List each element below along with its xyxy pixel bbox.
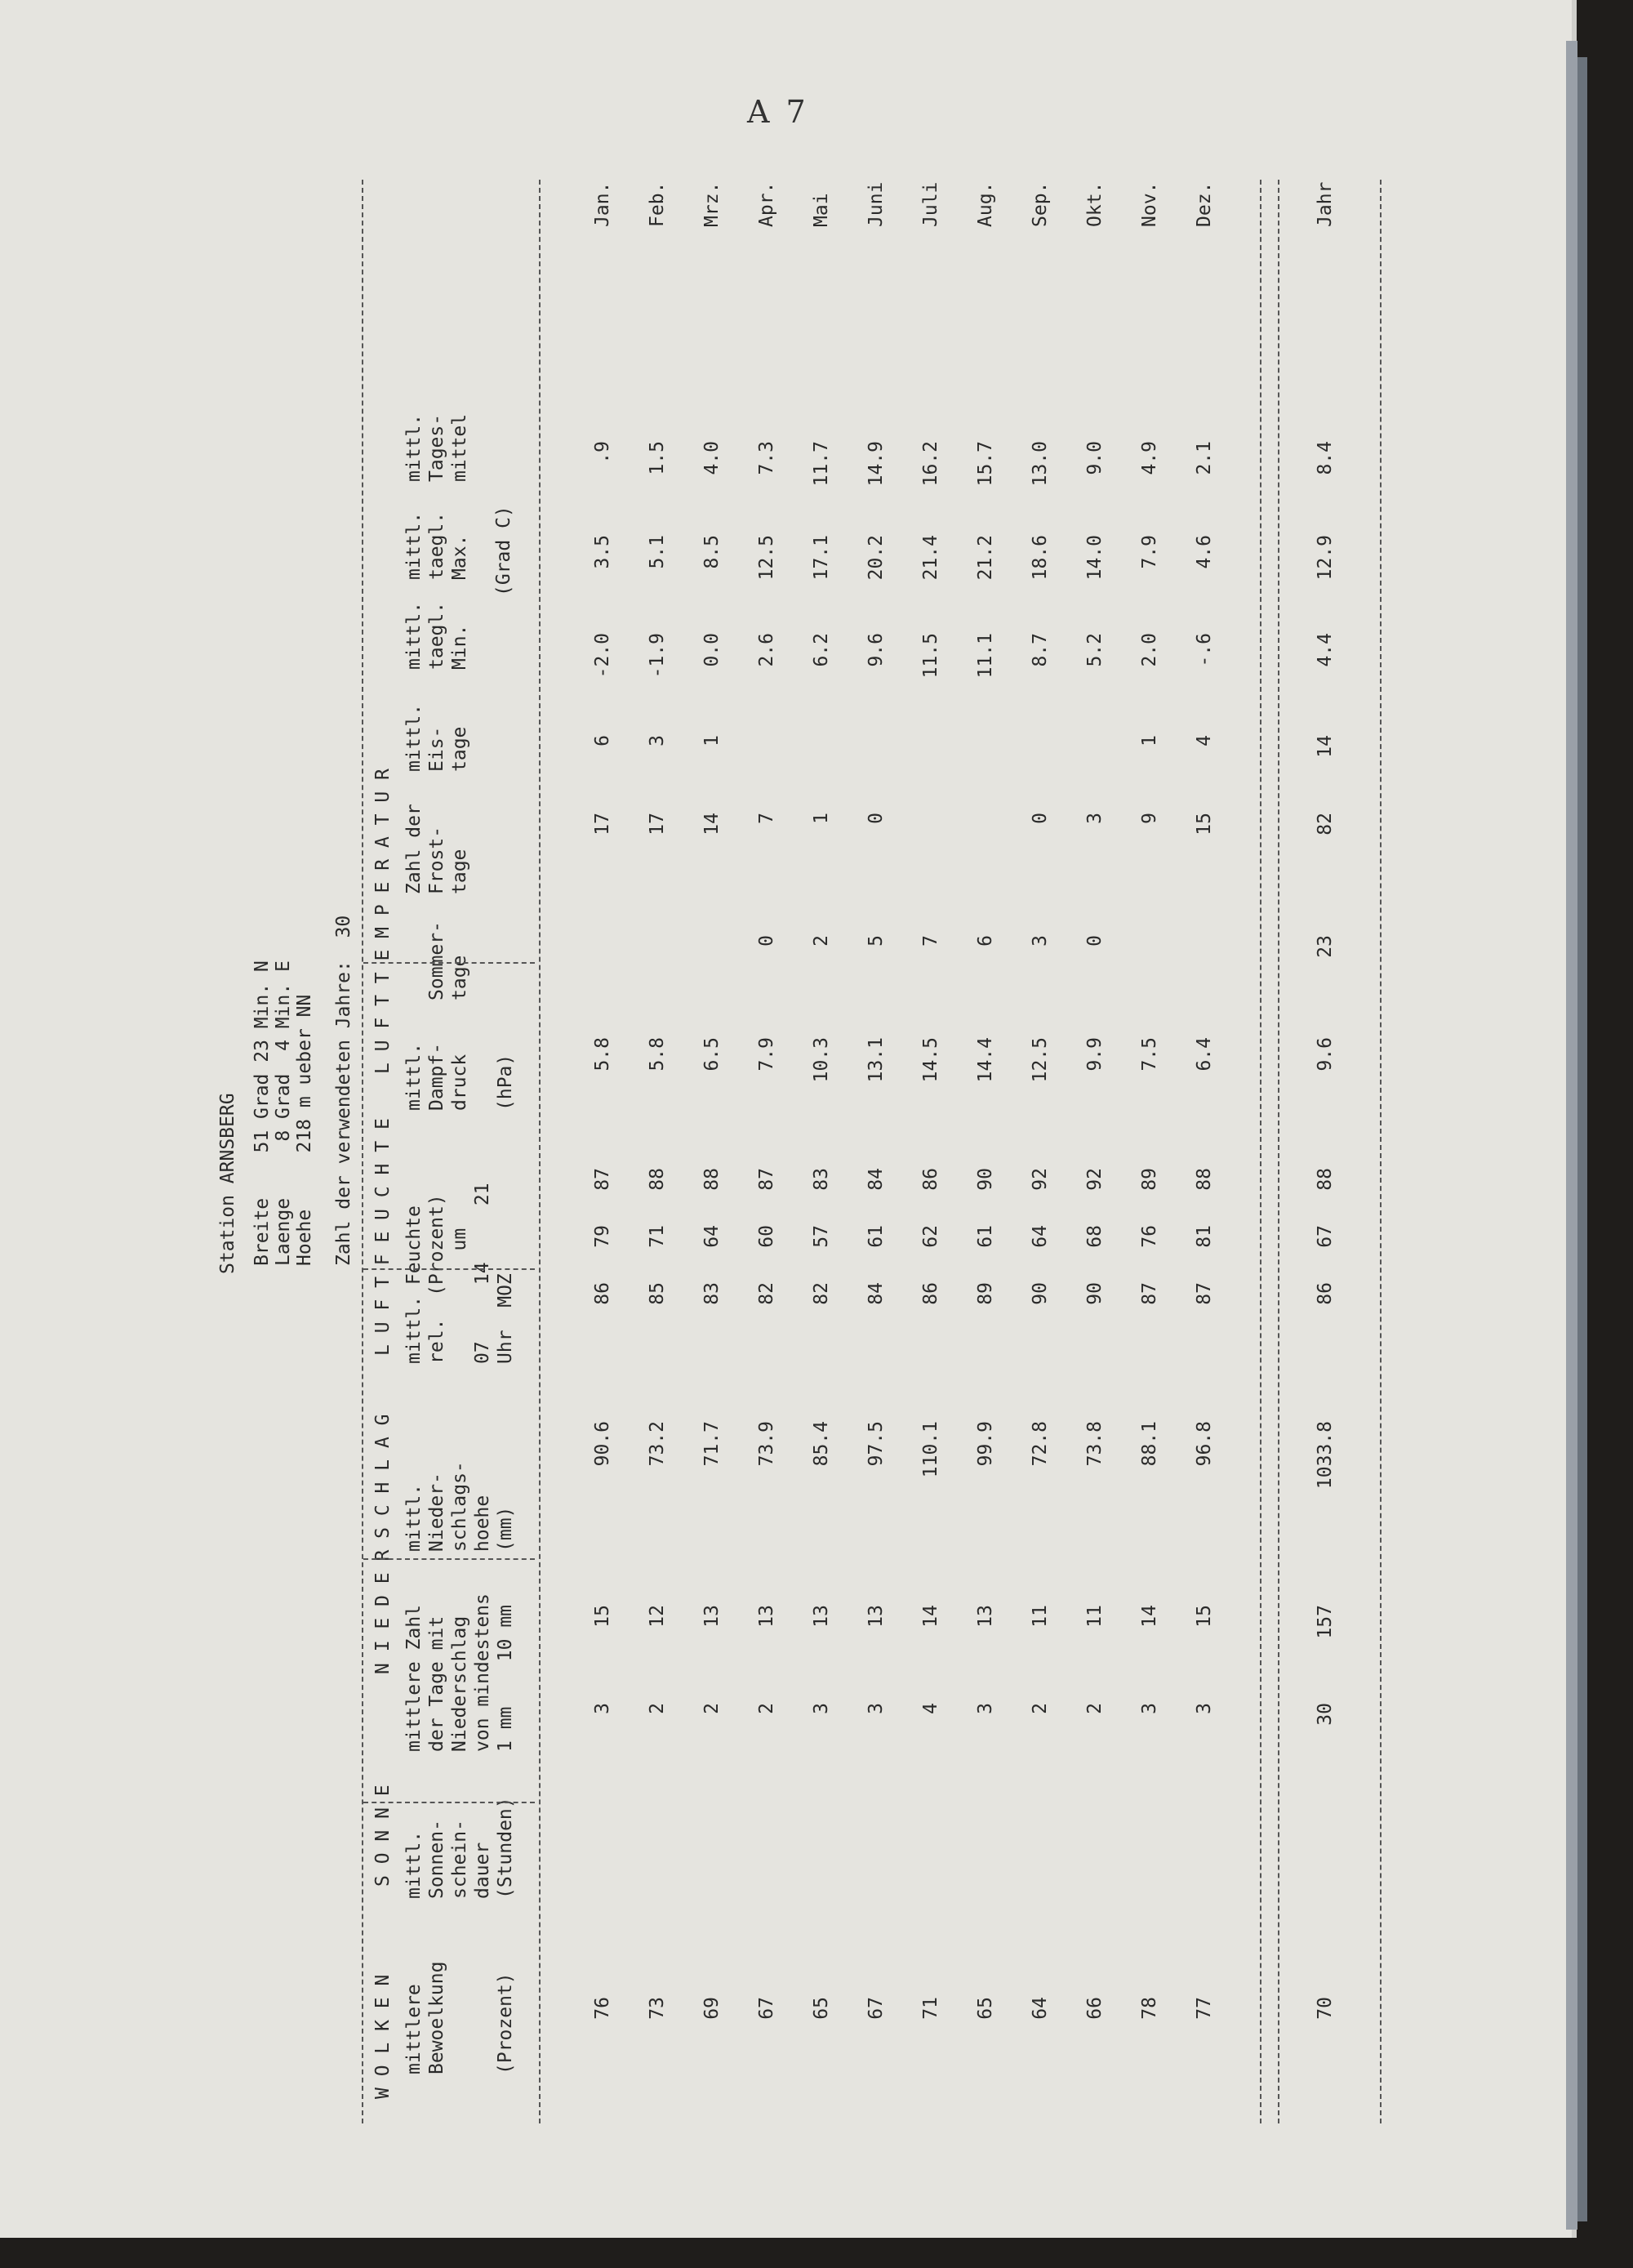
row-7-mean: 15.7 (975, 441, 996, 487)
row-3-nied: 73.9 (756, 1421, 777, 1467)
row-10-max: 7.9 (1139, 535, 1160, 569)
row-total-month: Jahr (1315, 181, 1336, 227)
row-8-n1: 11 (1030, 1605, 1051, 1628)
row-5-mean: 14.9 (865, 441, 887, 487)
row-9-wolken: 66 (1084, 1997, 1106, 2020)
row-11-frost: 15 (1194, 813, 1215, 835)
header-max: mittl. taegl. Max. (403, 511, 470, 580)
row-3-f07: 87 (756, 1168, 777, 1191)
row-3-n1: 13 (756, 1605, 777, 1628)
divider-bottom (1380, 180, 1382, 2123)
row-4-n1: 13 (811, 1605, 832, 1628)
row-7-f07: 90 (975, 1168, 996, 1191)
row-5-f14: 61 (865, 1225, 887, 1248)
row-0-mean: .9 (592, 441, 613, 464)
row-7-min: 11.1 (975, 633, 996, 679)
row-11-f14: 81 (1194, 1225, 1215, 1248)
row-11-n1: 15 (1194, 1605, 1215, 1628)
row-5-min: 9.6 (865, 633, 887, 667)
row-5-f21: 84 (865, 1282, 887, 1305)
row-5-max: 20.2 (865, 535, 887, 581)
station-title: Station ARNSBERG (217, 1093, 238, 1274)
row-11-eis: 4 (1194, 735, 1215, 746)
separator-temp-humidity (363, 962, 535, 964)
row-3-min: 2.6 (756, 633, 777, 667)
row-1-n10: 2 (647, 1703, 668, 1714)
row-8-sommer: 3 (1030, 935, 1051, 947)
station-longitude: Laenge 8 Grad 4 Min. E (273, 960, 294, 1266)
row-1-wolken: 73 (647, 1997, 668, 2020)
row-8-month: Sep. (1030, 181, 1051, 227)
row-total-wolken: 70 (1315, 1997, 1336, 2020)
header-eistage: mittl. Eis- tage (403, 703, 470, 772)
row-6-n10: 4 (920, 1703, 941, 1714)
row-6-month: Juli (920, 181, 941, 227)
row-9-min: 5.2 (1084, 633, 1106, 667)
row-9-max: 14.0 (1084, 535, 1106, 581)
row-9-n1: 11 (1084, 1605, 1106, 1628)
row-0-dampf: 5.8 (592, 1037, 613, 1072)
row-10-nied: 88.1 (1139, 1421, 1160, 1467)
header-tage-niederschlag: mittlere Zahl der Tage mit Niederschlag von mindestens 1 mm 10 mm (403, 1593, 516, 1752)
row-4-max: 17.1 (811, 535, 832, 581)
row-4-wolken: 65 (811, 1997, 832, 2020)
row-10-frost: 9 (1139, 813, 1160, 824)
row-1-nied: 73.2 (647, 1421, 668, 1467)
row-2-frost: 14 (701, 813, 723, 835)
divider-total-top (1260, 180, 1261, 2123)
row-8-dampf: 12.5 (1030, 1037, 1051, 1083)
station-latitude: Breite 51 Grad 23 Min. N (251, 960, 273, 1266)
row-5-n10: 3 (865, 1703, 887, 1714)
row-2-n1: 13 (701, 1605, 723, 1628)
row-0-eis: 6 (592, 735, 613, 746)
row-1-dampf: 5.8 (647, 1037, 668, 1072)
row-7-dampf: 14.4 (975, 1037, 996, 1083)
row-3-month: Apr. (756, 181, 777, 227)
row-4-f07: 83 (811, 1168, 832, 1191)
header-tagesmittel: mittl. Tages- mittel (403, 413, 470, 482)
row-0-f07: 87 (592, 1168, 613, 1191)
header-min: mittl. taegl. Min. (403, 601, 470, 670)
row-total-n1: 157 (1315, 1605, 1336, 1639)
row-2-wolken: 69 (701, 1997, 723, 2020)
row-2-f07: 88 (701, 1168, 723, 1191)
row-total-max: 12.9 (1315, 535, 1336, 581)
group-wolken: W O L K E N (372, 1974, 394, 2099)
row-7-f14: 61 (975, 1225, 996, 1248)
row-total-mean: 8.4 (1315, 441, 1336, 475)
row-0-f14: 79 (592, 1225, 613, 1248)
row-1-eis: 3 (647, 735, 668, 746)
row-total-dampf: 9.6 (1315, 1037, 1336, 1072)
row-total-f14: 67 (1315, 1225, 1336, 1248)
row-6-dampf: 14.5 (920, 1037, 941, 1083)
row-1-f07: 88 (647, 1168, 668, 1191)
row-1-f21: 85 (647, 1282, 668, 1305)
row-6-nied: 110.1 (920, 1421, 941, 1478)
row-5-frost: 0 (865, 813, 887, 824)
row-5-wolken: 67 (865, 1997, 887, 2020)
row-10-wolken: 78 (1139, 1997, 1160, 2020)
row-3-f14: 60 (756, 1225, 777, 1248)
row-8-f21: 90 (1030, 1282, 1051, 1305)
row-4-sommer: 2 (811, 935, 832, 947)
row-3-sommer: 0 (756, 935, 777, 947)
row-3-frost: 7 (756, 813, 777, 824)
row-0-n1: 15 (592, 1605, 613, 1628)
row-9-frost: 3 (1084, 813, 1106, 824)
group-sonne: S O N N E (372, 1785, 394, 1887)
row-10-n1: 14 (1139, 1605, 1160, 1628)
row-total-f21: 86 (1315, 1282, 1336, 1305)
divider-top (362, 180, 363, 2123)
row-8-mean: 13.0 (1030, 441, 1051, 487)
row-7-n1: 13 (975, 1605, 996, 1628)
group-lufttemperatur: L U F T T E M P E R A T U R (372, 769, 394, 1074)
row-7-month: Aug. (975, 181, 996, 227)
row-8-nied: 72.8 (1030, 1421, 1051, 1467)
row-8-min: 8.7 (1030, 633, 1051, 667)
row-10-f21: 87 (1139, 1282, 1160, 1305)
row-11-max: 4.6 (1194, 535, 1215, 569)
row-1-max: 5.1 (647, 535, 668, 569)
row-6-f14: 62 (920, 1225, 941, 1248)
row-total-n10: 30 (1315, 1703, 1336, 1726)
row-11-f21: 87 (1194, 1282, 1215, 1305)
row-9-f07: 92 (1084, 1168, 1106, 1191)
row-7-max: 21.2 (975, 535, 996, 581)
row-10-min: 2.0 (1139, 633, 1160, 667)
row-8-f14: 64 (1030, 1225, 1051, 1248)
separator-sun-clouds (363, 1802, 535, 1803)
row-1-n1: 12 (647, 1605, 668, 1628)
header-niederschlagshoehe: mittl. Nieder- schlags- hoehe (mm) (403, 1461, 516, 1552)
row-10-month: Nov. (1139, 181, 1160, 227)
page-edge-shadow (1577, 57, 1587, 2221)
row-10-n10: 3 (1139, 1703, 1160, 1714)
divider-header (539, 180, 541, 2123)
row-2-eis: 1 (701, 735, 723, 746)
group-luftfeuchte: L U F T F E U C H T E (372, 1118, 394, 1356)
separator-precip-sun (363, 1558, 535, 1560)
row-11-dampf: 6.4 (1194, 1037, 1215, 1072)
row-8-max: 18.6 (1030, 535, 1051, 581)
row-0-month: Jan. (592, 181, 613, 227)
row-5-nied: 97.5 (865, 1421, 887, 1467)
row-9-mean: 9.0 (1084, 441, 1106, 475)
row-6-f07: 86 (920, 1168, 941, 1191)
row-6-wolken: 71 (920, 1997, 941, 2020)
separator-humidity-precip (363, 1268, 535, 1270)
row-11-n10: 3 (1194, 1703, 1215, 1714)
row-1-mean: 1.5 (647, 441, 668, 475)
row-4-f14: 57 (811, 1225, 832, 1248)
row-1-min: -1.9 (647, 633, 668, 679)
row-8-wolken: 64 (1030, 1997, 1051, 2020)
row-0-min: -2.0 (592, 633, 613, 679)
row-6-mean: 16.2 (920, 441, 941, 487)
station-years: Zahl der verwendeten Jahre: 30 (333, 915, 354, 1266)
row-10-eis: 1 (1139, 735, 1160, 746)
page-number: A 7 (747, 94, 809, 130)
row-3-mean: 7.3 (756, 441, 777, 475)
row-11-mean: 2.1 (1194, 441, 1215, 475)
row-3-f21: 82 (756, 1282, 777, 1305)
row-11-nied: 96.8 (1194, 1421, 1215, 1467)
row-6-max: 21.4 (920, 535, 941, 581)
row-4-mean: 11.7 (811, 441, 832, 487)
row-11-f07: 88 (1194, 1168, 1215, 1191)
row-total-nied: 1033.8 (1315, 1421, 1336, 1490)
row-2-month: Mrz. (701, 181, 723, 227)
row-5-dampf: 13.1 (865, 1037, 887, 1083)
row-8-f07: 92 (1030, 1168, 1051, 1191)
row-10-f14: 76 (1139, 1225, 1160, 1248)
row-2-mean: 4.0 (701, 441, 723, 475)
row-11-min: -.6 (1194, 633, 1215, 667)
header-bewoelkung: mittlere Bewoelkung (Prozent) (403, 1961, 516, 2074)
header-sonnenschein: mittl. Sonnen- schein- dauer (Stunden) (403, 1797, 516, 1899)
row-11-month: Dez. (1194, 181, 1215, 227)
row-5-month: Juni (865, 181, 887, 227)
row-0-wolken: 76 (592, 1997, 613, 2020)
rotated-climate-table (216, 0, 1457, 2123)
row-6-n1: 14 (920, 1605, 941, 1628)
row-6-sommer: 7 (920, 935, 941, 947)
row-11-wolken: 77 (1194, 1997, 1215, 2020)
header-feuchte: mittl. Feuchte rel. (Prozent) um 07 14 21 Uhr MOZ (403, 1183, 516, 1364)
station-height: Hoehe 218 m ueber NN (294, 994, 315, 1266)
row-2-nied: 71.7 (701, 1421, 723, 1467)
row-4-dampf: 10.3 (811, 1037, 832, 1083)
row-10-f07: 89 (1139, 1168, 1160, 1191)
row-4-min: 6.2 (811, 633, 832, 667)
row-2-n10: 2 (701, 1703, 723, 1714)
row-5-n1: 13 (865, 1605, 887, 1628)
row-4-n10: 3 (811, 1703, 832, 1714)
row-0-n10: 3 (592, 1703, 613, 1714)
row-total-eis: 14 (1315, 735, 1336, 758)
row-total-f07: 88 (1315, 1168, 1336, 1191)
row-6-min: 11.5 (920, 633, 941, 679)
row-3-max: 12.5 (756, 535, 777, 581)
header-dampfdruck: mittl. Dampf- druck (hPa) (403, 1042, 516, 1111)
row-2-f21: 83 (701, 1282, 723, 1305)
row-total-sommer: 23 (1315, 935, 1336, 958)
row-3-n10: 2 (756, 1703, 777, 1714)
row-4-frost: 1 (811, 813, 832, 824)
row-10-dampf: 7.5 (1139, 1037, 1160, 1072)
row-4-month: Mai (811, 193, 832, 227)
row-2-min: 0.0 (701, 633, 723, 667)
row-0-max: 3.5 (592, 535, 613, 569)
row-6-f21: 86 (920, 1282, 941, 1305)
row-1-f14: 71 (647, 1225, 668, 1248)
row-7-n10: 3 (975, 1703, 996, 1714)
header-grad-c: (Grad C) (493, 506, 514, 596)
row-5-f07: 84 (865, 1168, 887, 1191)
row-2-f14: 64 (701, 1225, 723, 1248)
row-4-f21: 82 (811, 1282, 832, 1305)
row-7-wolken: 65 (975, 1997, 996, 2020)
row-2-max: 8.5 (701, 535, 723, 569)
header-frosttage: Zahl der Frost- tage (403, 804, 470, 894)
row-9-dampf: 9.9 (1084, 1037, 1106, 1072)
row-8-n10: 2 (1030, 1703, 1051, 1714)
row-9-n10: 2 (1084, 1703, 1106, 1714)
row-9-sommer: 0 (1084, 935, 1106, 947)
row-total-min: 4.4 (1315, 633, 1336, 667)
row-0-frost: 17 (592, 813, 613, 835)
header-sommertage: Sommer- tage (426, 921, 470, 1000)
row-total-frost: 82 (1315, 813, 1336, 835)
row-8-frost: 0 (1030, 813, 1051, 824)
row-2-dampf: 6.5 (701, 1037, 723, 1072)
row-1-frost: 17 (647, 813, 668, 835)
row-3-dampf: 7.9 (756, 1037, 777, 1072)
row-10-mean: 4.9 (1139, 441, 1160, 475)
row-0-nied: 90.6 (592, 1421, 613, 1467)
row-4-nied: 85.4 (811, 1421, 832, 1467)
row-3-wolken: 67 (756, 1997, 777, 2020)
row-1-month: Feb. (647, 181, 668, 227)
row-9-month: Okt. (1084, 181, 1106, 227)
page-edge (1566, 41, 1577, 2230)
row-7-sommer: 6 (975, 935, 996, 947)
row-9-f14: 68 (1084, 1225, 1106, 1248)
row-9-nied: 73.8 (1084, 1421, 1106, 1467)
row-5-sommer: 5 (865, 935, 887, 947)
row-0-f21: 86 (592, 1282, 613, 1305)
group-niederschlag: N I E D E R S C H L A G (372, 1414, 394, 1674)
row-7-nied: 99.9 (975, 1421, 996, 1467)
divider-total-top-2 (1278, 180, 1279, 2123)
row-7-f21: 89 (975, 1282, 996, 1305)
row-9-f21: 90 (1084, 1282, 1106, 1305)
